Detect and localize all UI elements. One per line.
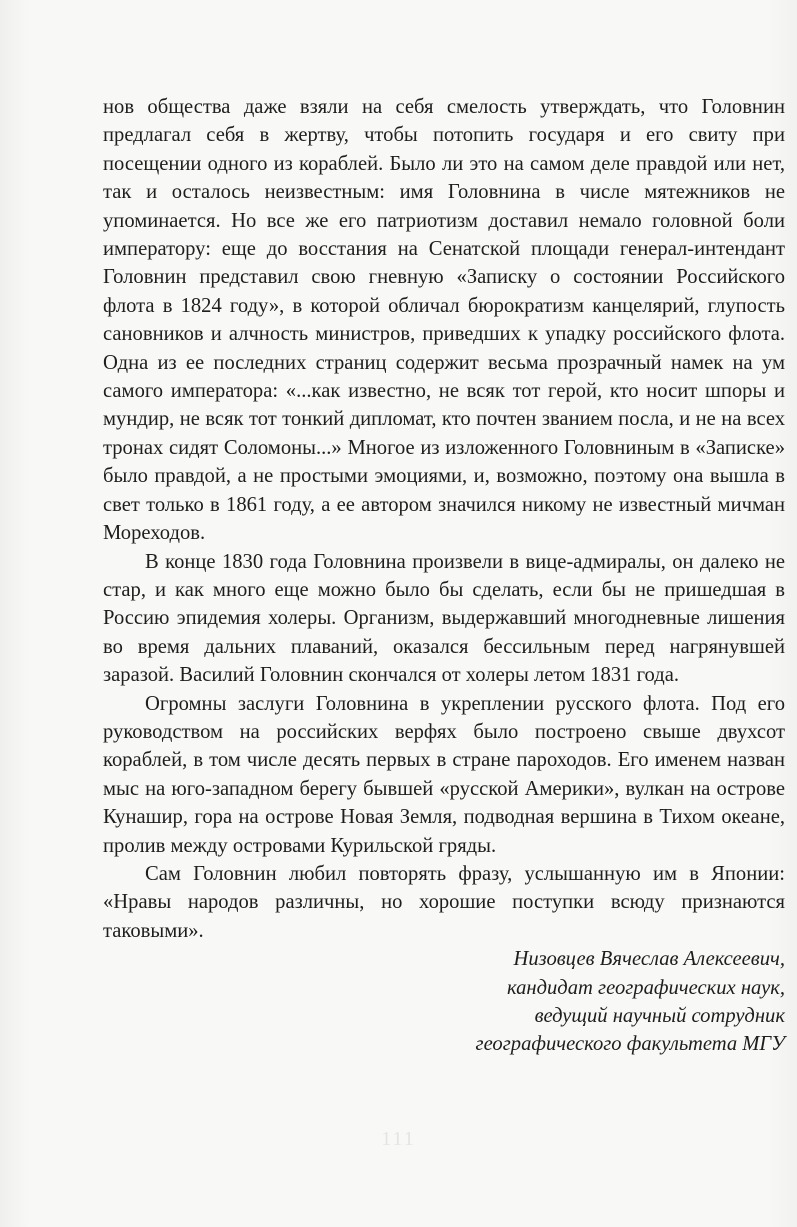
author-degree: кандидат географических наук,	[506, 976, 785, 999]
author-name: Низовцев Вячеслав Алексеевич,	[513, 948, 785, 971]
page-number: 111	[381, 1128, 416, 1150]
author-signature	[103, 945, 785, 1059]
author-faculty: географического факультета МГУ	[475, 1033, 785, 1056]
author-position: ведущий научный сотрудник	[534, 1005, 785, 1027]
paragraph-2: В конце 1830 года Головнина произвели в вице-адмиралы, он далеко не стар, и как много еще можно было бы сделать, если бы не пришедшая в Россию эпидемия холеры. Организм, выдержавший многодневные лишения во время дальних плаваний, оказался бессильным перед нагрянувшей заразой. Василий Головнин скончался от холеры летом 1831 года.	[103, 550, 785, 687]
paragraph-3: Огромны заслуги Головнина в укреплении русского флота. Под его руководством на российских верфях было построено свыше двухсот кораблей, в том числе десять первых в стране пароходов. Его именем назван мыс на юго-западном берегу бывшей «русской Америки», вулкан на острове Кунашир, гора на острове Новая Земля, подводная вершина в Тихом океане, пролив между островами Курильской гряды.	[103, 692, 785, 857]
body-text	[103, 93, 785, 1059]
paragraph-4: Сам Головнин любил повторять фразу, услышанную им в Японии: «Нравы народов различны, но хорошие поступки всюду признаются таковыми».	[103, 862, 785, 942]
paragraph-1: нов общества даже взяли на себя смелость утверждать, что Головнин предлагал себя в жертву, чтобы потопить государя и его свиту при посещении одного из кораблей. Было ли это на самом деле правдой или нет, так и осталось неизвестным: имя Головнина в числе мятежников не упоминается. Но все же его патриотизм доставил немало головной боли императору: еще до восстания на Сенатской площади генерал-интендант Головнин представил свою гневную «Записку о состоянии Российского флота в 1824 году», в которой обличал бюрократизм канцелярий, глупость сановников и алчность министров, приведших к упадку российского флота. Одна из ее последних страниц содержит весьма прозрачный намек на ум самого императора: «...как известно, не всяк тот герой, кто носит шпоры и мундир, не всяк тот тонкий дипломат, кто почтен званием посла, и не на всех тронах сидят Соломоны...» Многое из изложенного Головниным в «Записке» было правдой, а не простыми эмоциями, и, возможно, поэтому она вышла в свет только в 1861 году, а ее автором значился никому не известный мичман Мореходов.	[103, 96, 785, 545]
